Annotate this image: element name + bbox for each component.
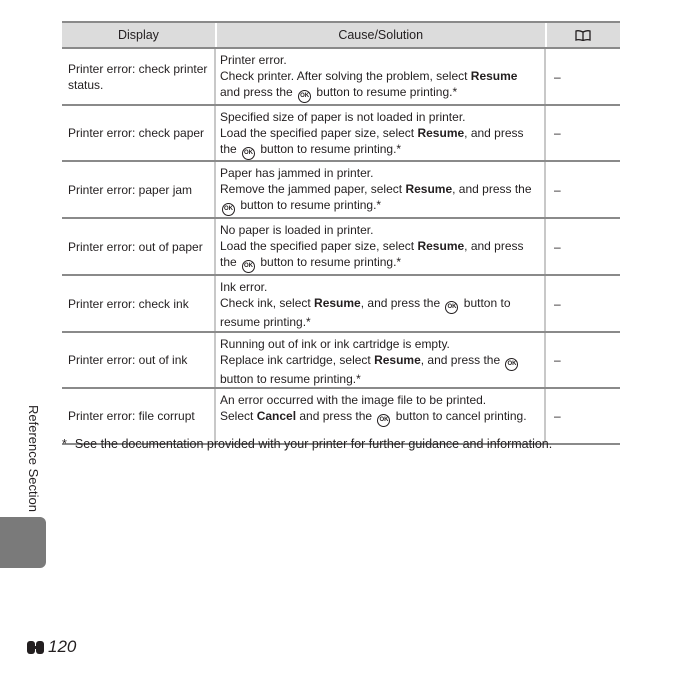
reference-cell: – (554, 126, 561, 140)
cause-cell: An error occurred with the image file to be printed. Select Cancel and press the OK button to cancel printing. (216, 389, 546, 443)
cause-cell: Ink error. Check ink, select Resume, and press the OK button to resume printing.* (216, 276, 546, 331)
display-cell: Printer error: out of paper (62, 219, 216, 274)
header-cause-solution: Cause/Solution (217, 23, 547, 47)
cause-cell: Paper has jammed in printer. Remove the jammed paper, select Resume, and press the OK button to resume printing.* (216, 162, 546, 217)
resume-label: Resume (314, 296, 361, 310)
header-reference (547, 23, 620, 47)
resume-label: Resume (417, 239, 465, 253)
header-display: Display (62, 23, 217, 47)
table-row (62, 333, 620, 389)
page-number: 120 (27, 637, 76, 657)
section-tab (0, 517, 46, 568)
reference-cell: – (554, 182, 561, 197)
display-cell: Printer error: file corrupt (62, 389, 216, 443)
resume-label: Resume (374, 353, 421, 367)
resume-label: Resume (470, 69, 518, 83)
reference-cell: – (554, 69, 561, 84)
cause-cell: No paper is loaded in printer. Load the specified paper size, select Resume, and press the OK button to resume printing.* (216, 219, 546, 274)
reference-section-icon (27, 641, 44, 654)
table-row (62, 162, 620, 219)
ok-button-icon: OK (222, 203, 235, 216)
display-cell: Printer error: check ink (62, 276, 216, 331)
ok-button-icon: OK (377, 414, 390, 427)
footnote-text: See the documentation provided with your printer for further guidance and information. (74, 437, 553, 451)
cause-cell: Running out of ink or ink cartridge is empty. Replace ink cartridge, select Resume, and press the OK button to resume printing.* (216, 333, 546, 387)
reference-cell: – (554, 296, 561, 311)
ok-button-icon: OK (445, 301, 458, 314)
display-cell: Printer error: check printer status. (62, 49, 216, 104)
table-row (62, 219, 620, 276)
error-table (62, 21, 620, 445)
resume-label: Resume (405, 182, 453, 196)
display-cell: Printer error: check paper (62, 106, 216, 160)
footnote-mark: * (62, 437, 67, 451)
ok-button-icon: OK (242, 260, 255, 273)
cause-cell: Printer error. Check printer. After solving the problem, select Resume and press the OK button to resume printing.* (216, 49, 546, 104)
ok-button-icon: OK (242, 147, 255, 160)
section-side-label: Reference Section (26, 405, 41, 512)
resume-label: Resume (417, 126, 465, 140)
footnote (62, 437, 552, 451)
ok-button-icon: OK (505, 358, 518, 371)
reference-cell: – (554, 409, 561, 423)
display-cell: Printer error: out of ink (62, 333, 216, 387)
reference-cell: – (554, 239, 561, 254)
cancel-label: Cancel (256, 409, 297, 423)
cause-cell: Specified size of paper is not loaded in printer. Load the specified paper size, select Resume, and press the OK button to resume printing.* (216, 106, 546, 160)
table-row (62, 276, 620, 333)
table-header (62, 21, 620, 49)
ok-button-icon: OK (298, 90, 311, 103)
table-row (62, 49, 620, 106)
table-row (62, 106, 620, 162)
book-reference-icon (575, 30, 591, 41)
reference-cell: – (554, 353, 561, 367)
display-cell: Printer error: paper jam (62, 162, 216, 217)
